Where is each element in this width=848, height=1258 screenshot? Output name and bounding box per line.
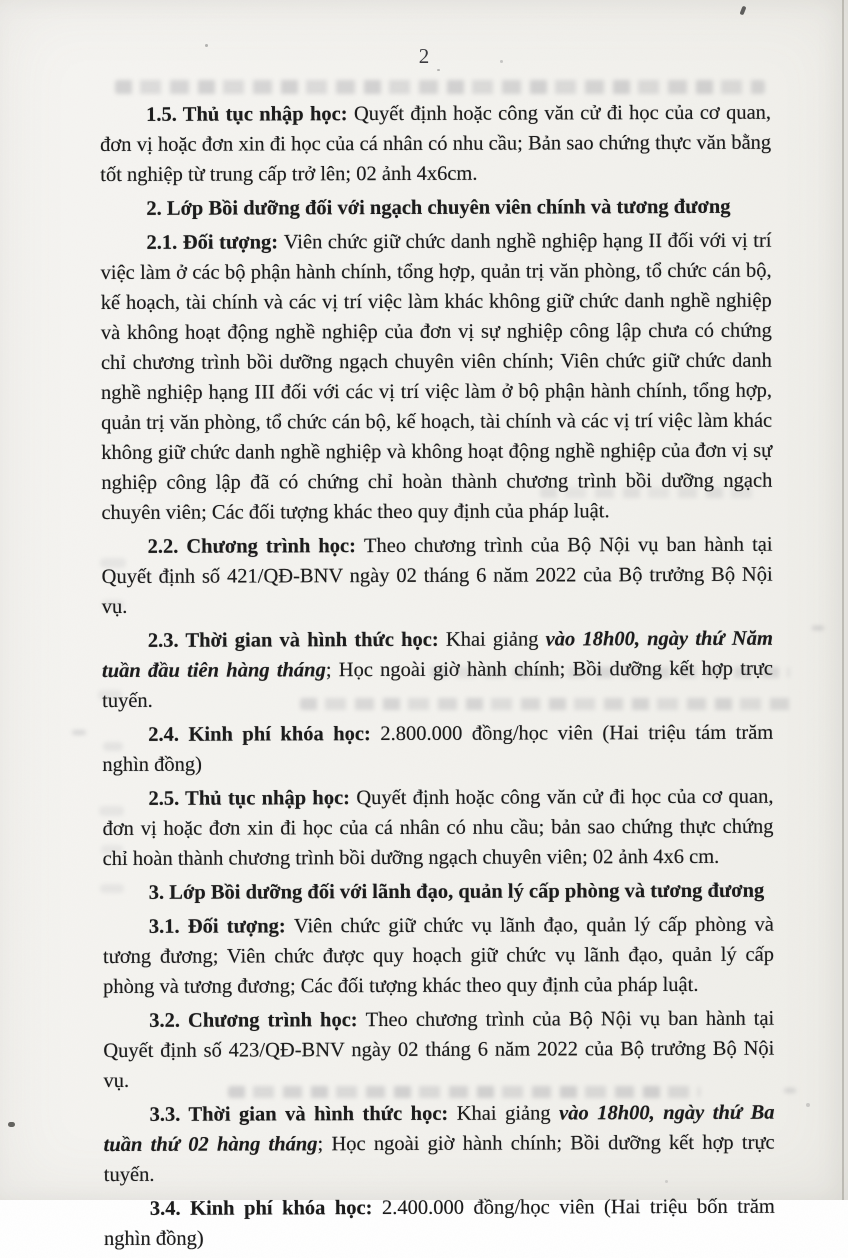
text-run: Quyết định hoặc công văn cử đi học của cơ quan, đơn vị hoặc đơn xin đi học của cá nhân có nhu cầu; bản sao chứng thực chứng chỉ hoàn thành chương trình bồi dưỡng ngạch chuyên viên; 02 ảnh 4x6 cm. <box>102 785 774 870</box>
section-heading <box>103 876 774 908</box>
text-run: 1.5. Thủ tục nhập học: <box>146 103 354 126</box>
text-run: 3.3. Thời gian và hình thức học: <box>149 1102 457 1126</box>
text-run: Quyết định hoặc công văn cử đi học của cơ quan, đơn vị hoặc đơn xin đi học của cá nhân có nhu cầu; Bản sao chứng thực văn bằng tốt nghiệp từ trung cấp trở lên; 02 ảnh 4x6cm. <box>100 101 772 186</box>
scan-speck <box>8 1122 15 1127</box>
paragraph <box>103 1004 774 1096</box>
text-run: 3.1. Đối tượng: <box>148 915 294 938</box>
text-run: 2.1. Đối tượng: <box>146 231 284 254</box>
text-run: Viên chức giữ chức vụ lãnh đạo, quản lý cấp phòng và tương đương; Viên chức được quy hoạch giữ chức vụ lãnh đạo, quản lý cấp phòng và tương đương; Các đối tượng khác theo quy định của pháp luật. <box>102 913 775 998</box>
text-run: Khai giảng <box>456 1102 560 1125</box>
paragraph <box>102 624 773 716</box>
text-run: ; Học ngoài giờ hành chính; Bồi dưỡng kết hợp trực tuyến. <box>102 657 774 712</box>
text-run: Theo chương trình của Bộ Nội vụ ban hành tại Quyết định số 421/QĐ-BNV ngày 02 tháng 6 năm 2022 của Bộ trưởng Bộ Nội vụ. <box>101 533 773 618</box>
text-run: ; Học ngoài giờ hành chính; Bồi dưỡng kết hợp trực tuyến. <box>103 1131 775 1186</box>
text-run: 3. Lớp Bồi dưỡng đối với lãnh đạo, quản lý cấp phòng và tương đương <box>148 879 765 904</box>
paragraph <box>103 910 774 1002</box>
paragraph <box>102 718 773 780</box>
page-edge-line <box>842 0 844 1200</box>
text-run: vào 18h00, ngày thứ Năm tuần đầu tiên hàng tháng <box>101 627 773 682</box>
text-run: 3.4. Kinh phí khóa học: <box>149 1197 382 1220</box>
text-run: 2.3. Thời gian và hình thức học: <box>147 628 446 652</box>
paragraph <box>104 1192 775 1254</box>
text-run: Viên chức giữ chức danh nghề nghiệp hạng II đối với vị trí việc làm ở các bộ phận hành chính, tổng hợp, quản trị văn phòng, tổ chức cán bộ, kế hoạch, tài chính và các vị trí việc làm khác không giữ chức danh nghề nghiệp và không hoạt động nghề nghiệp của đơn vị sự nghiệp công lập chưa có chứng chỉ chương trình bồi dưỡng ngạch chuyên viên chính; Viên chức giữ chức danh nghề nghiệp hạng III đối với các vị trí việc làm ở bộ phận hành chính, tổng hợp, quản trị văn phòng, tổ chức cán bộ, kế hoạch, tài chính và các vị trí việc làm khác không giữ chức danh nghề nghiệp và không hoạt động nghề nghiệp của đơn vị sự nghiệp công lập đã có chứng chỉ hoàn thành chương trình bồi dưỡng ngạch chuyên viên; Các đối tượng khác theo quy định của pháp luật. <box>100 229 773 524</box>
text-run: 2.400.000 đồng/học viên (Hai triệu bốn trăm nghìn đồng) <box>103 1195 775 1250</box>
text-run: vào 18h00, ngày thứ Ba tuần thứ 02 hàng tháng <box>103 1101 775 1156</box>
paragraph <box>100 226 772 528</box>
page-edge-strip <box>844 0 848 1200</box>
text-run: 2. Lớp Bồi dưỡng đối với ngạch chuyên viên chính và tương đương <box>146 195 731 220</box>
text-run: 2.800.000 đồng/học viên (Hai triệu tám trăm nghìn đồng) <box>102 721 774 776</box>
page-number: 2 <box>418 44 430 68</box>
scan-speck <box>739 6 746 16</box>
text-run: Theo chương trình của Bộ Nội vụ ban hành tại Quyết định số 423/QĐ-BNV ngày 02 tháng 6 năm 2022 của Bộ trưởng Bộ Nội vụ. <box>103 1007 775 1092</box>
text-run: 2.2. Chương trình học: <box>147 535 365 558</box>
paragraph <box>103 1098 774 1190</box>
scan-speck <box>437 69 440 71</box>
document-body <box>100 98 775 1258</box>
text-run: Khai giảng <box>445 628 546 651</box>
scan-smudge <box>812 626 824 630</box>
text-run: 3.2. Chương trình học: <box>149 1009 366 1032</box>
section-heading <box>100 192 771 224</box>
scan-smudge <box>784 1088 796 1093</box>
text-run: 2.5. Thủ tục nhập học: <box>148 787 357 810</box>
text-run: 2.4. Kinh phí khóa học: <box>148 723 381 746</box>
scan-speck <box>806 1103 810 1107</box>
scan-smudge <box>72 730 86 735</box>
paragraph <box>102 530 773 622</box>
paragraph <box>102 782 773 874</box>
bleed-through-line-top <box>115 80 765 94</box>
paragraph <box>100 98 771 190</box>
